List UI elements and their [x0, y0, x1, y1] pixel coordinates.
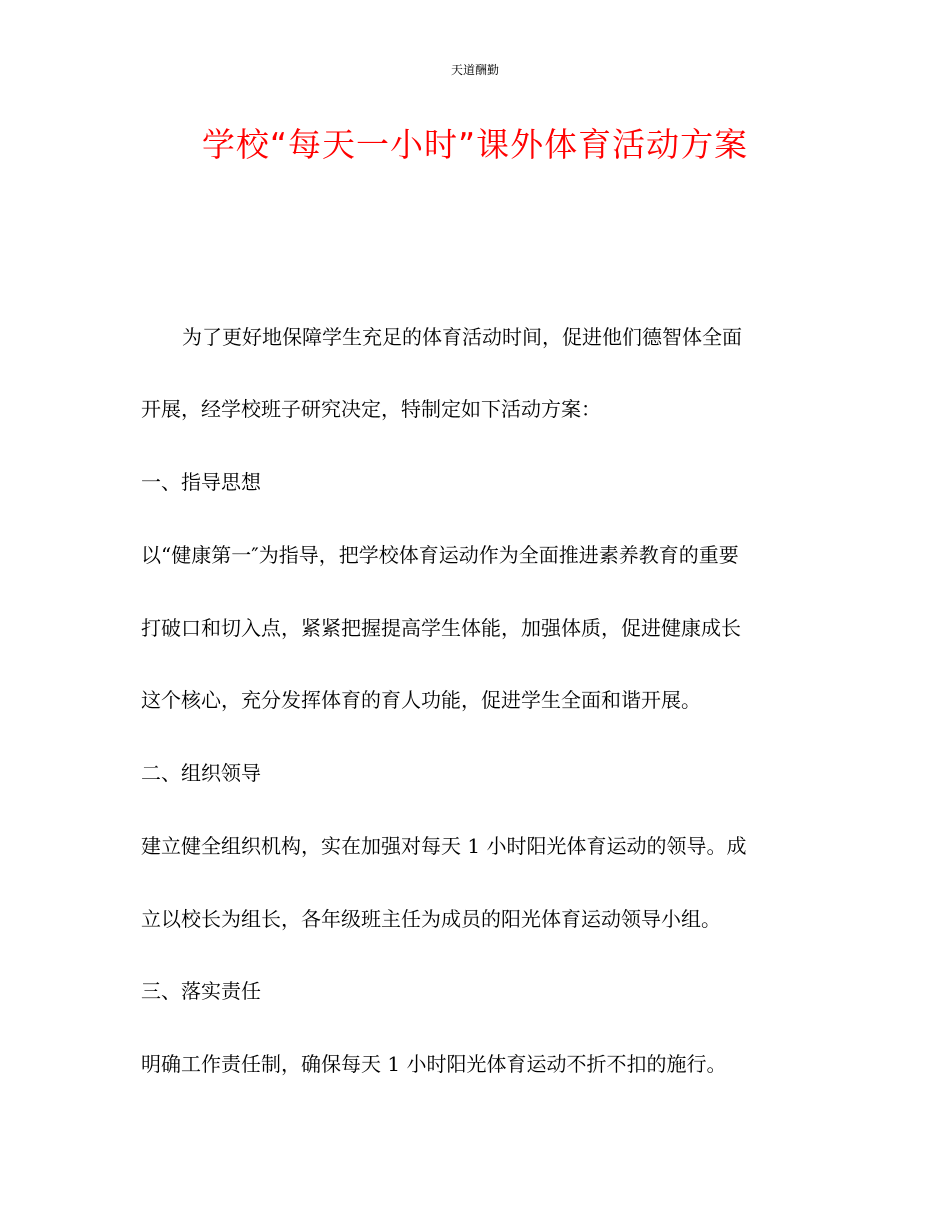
- section-heading-guiding-ideology: 一、指导思想: [141, 470, 261, 494]
- document-title: 学校“每天一小时”课外体育活动方案: [201, 125, 749, 164]
- page-header: 天道酬勤: [450, 63, 499, 77]
- paragraph-ideology-line-2: 打破口和切入点，紧紧把握提高学生体能，加强体质，促进健康成长: [141, 616, 741, 640]
- paragraph-ideology-line-1: 以“健康第一″为指导，把学校体育运动作为全面推进素养教育的重要: [141, 543, 739, 567]
- paragraph-ideology-line-3: 这个核心，充分发挥体育的育人功能，促进学生全面和谐开展。: [141, 688, 701, 712]
- paragraph-intro-line-1: 为了更好地保障学生充足的体育活动时间，促进他们德智体全面: [182, 325, 742, 349]
- paragraph-intro-line-2: 开展，经学校班子研究决定，特制定如下活动方案：: [141, 397, 601, 421]
- section-heading-responsibility: 三、落实责任: [141, 979, 261, 1003]
- paragraph-responsibility-line-1: 明确工作责任制，确保每天 1 小时阳光体育运动不折不扣的施行。: [141, 1052, 727, 1076]
- paragraph-organization-line-2: 立以校长为组长，各年级班主任为成员的阳光体育运动领导小组。: [141, 907, 721, 931]
- paragraph-organization-line-1: 建立健全组织机构，实在加强对每天 1 小时阳光体育运动的领导。成: [141, 834, 747, 858]
- section-heading-organization: 二、组织领导: [141, 761, 261, 785]
